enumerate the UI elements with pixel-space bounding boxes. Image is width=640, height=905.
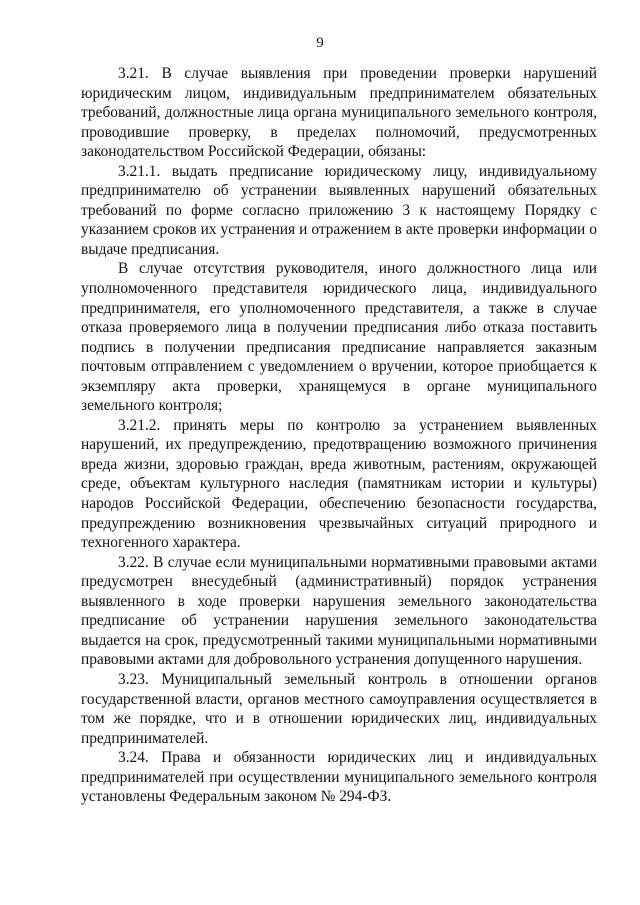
paragraph-3-21-1: 3.21.1. выдать предписание юридическому лицу, индивидуальному предпринимателю об устранении выявленных нарушений обязательных требований по форме согласно приложению 3 к настоящему Порядку с указанием сроков их устранения и отражением в акте проверки информации о выдаче предписания. [81,162,597,258]
document-body [81,64,597,807]
paragraph-absence-case: В случае отсутствия руководителя, иного должностного лица или уполномоченного представителя юридического лица, индивидуального предпринимателя, его уполномоченного представителя, а также в случае отказа проверяемого лица в получении предписания либо отказа поставить подпись в получении предписания предписание направляется заказным почтовым отправлением с уведомлением о вручении, которое приобщается к экземпляру акта проверки, хранящемуся в органе муниципального земельного контроля; [81,260,597,415]
paragraph-3-22: 3.22. В случае если муниципальными нормативными правовыми актами предусмотрен внесудебный (административный) порядок устранения выявленного в ходе проверки нарушения земельного законодательства предписание об устранении нарушения земельного законодательства выдается на срок, предусмотренный такими муниципальными нормативными правовыми актами для добровольного устранения допущенного нарушения. [81,553,597,669]
paragraph-3-21: 3.21. В случае выявления при проведении проверки нарушений юридическим лицом, индивидуальным предпринимателем обязательных требований, должностные лица органа муниципального земельного контроля, проводившие проверку, в пределах полномочий, предусмотренных законодательством Российской Федерации, обязаны: [81,65,597,161]
page-number: 9 [316,35,324,51]
paragraph-3-23: 3.23. Муниципальный земельный контроль в отношении органов государственной власти, органов местного самоуправления осуществляется в том же порядке, что и в отношении юридических лиц, индивидуальных предпринимателей. [81,670,597,747]
paragraph-3-24: 3.24. Права и обязанности юридических лиц и индивидуальных предпринимателей при осуществлении муниципального земельного контроля установлены Федеральным законом № 294-ФЗ. [81,749,597,806]
paragraph-3-21-2: 3.21.2. принять меры по контролю за устранением выявленных нарушений, их предупреждению, предотвращению возможного причинения вреда жизни, здоровью граждан, вреда животным, растениям, окружающей среде, объектам культурного наследия (памятникам истории и культуры) народов Российской Федерации, обеспечению безопасности государства, предупреждению возникновения чрезвычайных ситуаций природного и техногенного характера. [81,416,597,552]
